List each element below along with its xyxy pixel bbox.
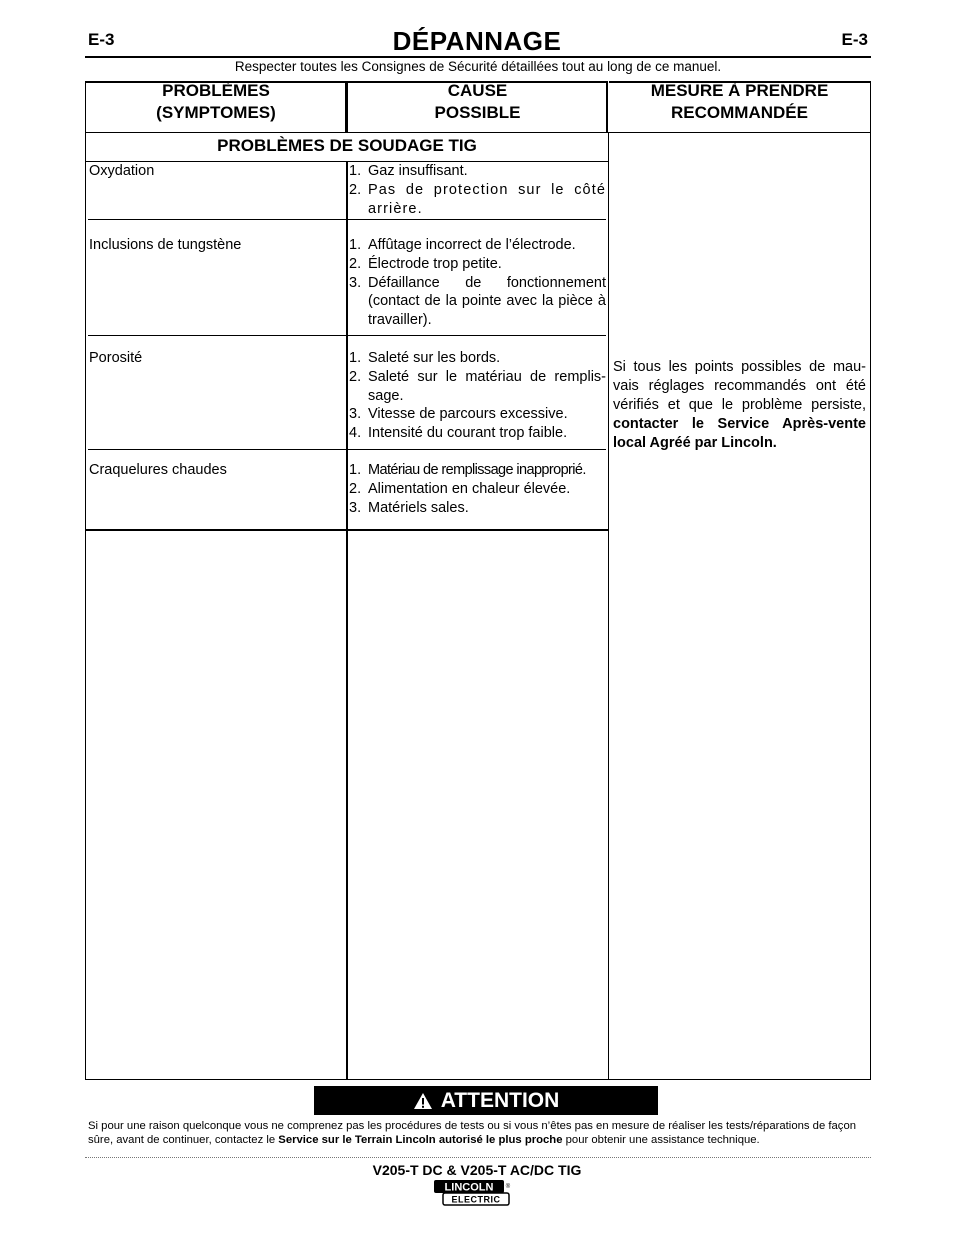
header-problems-line1: PROBLÈMES	[162, 81, 270, 100]
table-border-left	[85, 81, 86, 1080]
header-action-line2: RECOMMANDÉE	[671, 103, 808, 122]
symptom-inclusions: Inclusions de tungstène	[89, 237, 242, 253]
header-problems-line2: (SYMPTOMES)	[156, 103, 276, 122]
symptom-craquelures: Craquelures chaudes	[89, 462, 227, 478]
header-cause-line1: CAUSE	[447, 81, 508, 100]
row-rule-1	[88, 219, 606, 220]
cause-item: 2. Électrode trop petite.	[349, 255, 502, 272]
recommended-action	[613, 358, 866, 453]
attention-note-text: Si pour une raison quelconque vous ne comprenez pas les procédures de tests ou si vous n’êtes pas en mesure de réaliser les tests/réparations de façon sûre, avant de continuer, contactez le	[88, 1120, 857, 1146]
page-title: DÉPANNAGE	[392, 26, 562, 56]
safety-note: Respecter toutes les Consignes de Sécurité détaillées tout au long de ce manuel.	[234, 59, 722, 74]
cause-item: 3. Défaillance de fonctionnement (contact de la pointe avec la pièce à travailler).	[349, 274, 606, 329]
row-rule-3	[88, 449, 606, 450]
attention-note-bold: Service sur le Terrain Lincoln autorisé le plus proche	[278, 1134, 563, 1146]
attention-note-text-end: pour obtenir une assistance technique.	[562, 1134, 760, 1146]
causes-inclusions	[349, 236, 606, 330]
cause-item: 3. Matériels sales.	[349, 499, 469, 516]
attention-note	[88, 1119, 872, 1147]
cause-item: 3. Vitesse de parcours excessive.	[349, 406, 568, 423]
symptom-oxydation: Oxydation	[89, 163, 155, 179]
causes-oxydation	[349, 162, 606, 218]
section-title: PROBLÈMES DE SOUDAGE TIG	[217, 136, 477, 155]
table-border-right	[870, 81, 871, 1080]
attention-label: ATTENTION	[440, 1088, 560, 1112]
warning-triangle-icon	[413, 1092, 433, 1110]
logo-bottom-text: ELECTRIC	[451, 1194, 501, 1205]
cause-item: 1. Matériau de remplissage inapproprié.	[349, 462, 586, 478]
action-text: Si tous les points possibles de mau-vais réglages recommandés ont été vérifiés et que le problème persiste,	[613, 359, 866, 413]
header-bottom-rule	[85, 132, 871, 133]
model-name: V205-T DC & V205-T AC/DC TIG	[372, 1162, 582, 1178]
cause-item: 1. Affûtage incorrect de l’électrode.	[349, 237, 576, 253]
cause-item: 1. Saleté sur les bords.	[349, 350, 501, 366]
header-problems	[86, 80, 346, 124]
lincoln-electric-logo	[433, 1179, 513, 1207]
footer-dotted-rule	[85, 1157, 871, 1158]
cause-item: 1. Gaz insuffisant.	[349, 163, 468, 179]
causes-craquelures	[349, 461, 606, 517]
header-cause	[348, 80, 607, 124]
attention-banner	[314, 1086, 658, 1115]
cause-item: 4. Intensité du courant trop faible.	[349, 425, 568, 442]
page-number-left: E-3	[88, 30, 115, 49]
registered-mark: ®	[505, 1184, 511, 1190]
symptom-porosite: Porosité	[89, 350, 143, 366]
header-action	[609, 80, 870, 124]
row-rule-2	[88, 335, 606, 336]
cause-column-divider	[346, 161, 348, 1079]
header-rule	[85, 56, 871, 58]
cause-item: 2. Alimentation en chaleur élevée.	[349, 480, 571, 497]
table-border-bottom	[85, 1079, 871, 1080]
cause-item: 2. Pas de protection sur le côté arrière.	[349, 181, 606, 217]
action-text-bold: contacter le Service Après-vente local Agréé par Lincoln.	[613, 416, 866, 451]
action-column-divider	[608, 132, 609, 1080]
page-number-right: E-3	[841, 30, 868, 49]
header-action-line1: MESURE À PRENDRE	[650, 81, 829, 100]
logo-top-text: LINCOLN	[444, 1181, 494, 1194]
row-rule-4	[85, 529, 608, 531]
cause-item: 2. Saleté sur le matériau de remplis-sage.	[349, 368, 606, 404]
header-cause-line2: POSSIBLE	[434, 103, 521, 122]
causes-porosite	[349, 349, 606, 443]
